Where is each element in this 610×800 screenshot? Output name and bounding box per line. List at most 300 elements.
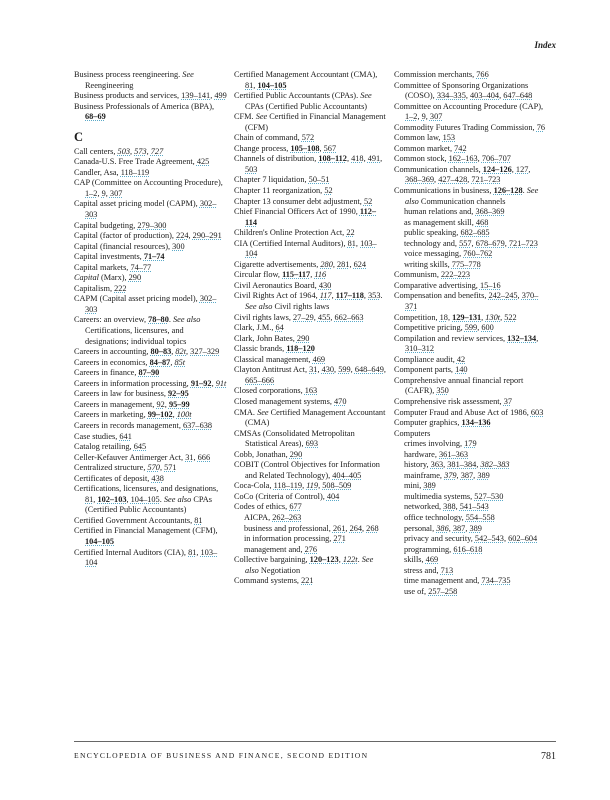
page-reference-link[interactable]: 120–123 bbox=[309, 555, 339, 565]
page-reference-link[interactable]: 310–312 bbox=[405, 344, 435, 354]
page-reference-link[interactable]: 624 bbox=[353, 259, 367, 269]
page-reference-link[interactable]: 91t bbox=[215, 378, 227, 388]
index-subentry bbox=[394, 239, 547, 250]
entry-text: Comprehensive risk assessment, bbox=[394, 396, 504, 406]
entry-text: Competition, bbox=[394, 312, 440, 322]
index-subentry bbox=[234, 545, 387, 556]
entry-text: , bbox=[383, 365, 386, 375]
page-reference-link[interactable]: 139–141 bbox=[181, 91, 211, 101]
entry-text: Committee on Accounting Procedure (CAP), bbox=[394, 101, 544, 111]
page-reference-link[interactable]: 104–105 bbox=[85, 536, 115, 546]
entry-text: as management skill, bbox=[404, 217, 476, 227]
page-reference-link[interactable]: 727 bbox=[150, 146, 164, 156]
page-reference-link[interactable]: 353 bbox=[368, 291, 381, 301]
entry-text: Classic brands, bbox=[234, 344, 287, 354]
page-reference-link[interactable]: 541–543 bbox=[459, 502, 489, 512]
page-reference-link[interactable]: 427–428 bbox=[438, 175, 468, 185]
entry-text: Business Professionals of America (BPA), bbox=[74, 101, 215, 111]
page-reference-link[interactable]: 648–649 bbox=[354, 365, 384, 375]
page-reference-link[interactable]: 350 bbox=[436, 386, 449, 396]
index-entry bbox=[234, 450, 387, 461]
entry-text: Business products and services, bbox=[74, 91, 182, 101]
page-reference-link[interactable]: 599 bbox=[464, 323, 478, 333]
page-reference-link[interactable]: 115–117 bbox=[282, 270, 311, 280]
index-entry bbox=[74, 410, 227, 421]
page-reference-link[interactable]: 81 bbox=[347, 238, 356, 248]
page-reference-link[interactable]: 760–762 bbox=[463, 249, 493, 259]
page-reference-link[interactable]: 430 bbox=[321, 365, 335, 375]
index-subentry bbox=[394, 576, 547, 587]
page-reference-link[interactable]: 542–543 bbox=[474, 534, 504, 544]
entry-text: Certifications, licensures, and designations, bbox=[74, 484, 219, 494]
entry-text: Careers in records management, bbox=[74, 420, 183, 430]
entry-text: , bbox=[302, 481, 307, 491]
entry-text: Compensation and benefits, bbox=[394, 291, 489, 301]
page-reference-link[interactable]: 27–29 bbox=[293, 312, 314, 322]
page-reference-link[interactable]: 268 bbox=[366, 523, 379, 533]
page-reference-link[interactable]: 179 bbox=[464, 439, 477, 449]
page-reference-link[interactable]: 290 bbox=[128, 273, 142, 283]
page-reference-link[interactable]: 302–303 bbox=[85, 294, 217, 314]
page-reference-link[interactable]: 71–74 bbox=[143, 252, 165, 262]
entry-text: , bbox=[380, 154, 383, 164]
page-reference-link[interactable]: 381–384 bbox=[447, 460, 477, 470]
entry-text: Common law, bbox=[394, 133, 443, 143]
entry-text: , bbox=[465, 523, 470, 533]
entry-text: Capital markets, bbox=[74, 262, 131, 272]
page-reference-link[interactable]: 224 bbox=[176, 231, 189, 241]
page-reference-link[interactable]: 92–95 bbox=[168, 389, 189, 399]
page-reference-link[interactable]: 290 bbox=[296, 333, 310, 343]
page-reference-link[interactable]: 126–128 bbox=[493, 186, 523, 196]
index-subentry bbox=[394, 481, 547, 492]
page-reference-link[interactable]: 76 bbox=[536, 122, 545, 132]
page-reference-link[interactable]: 280 bbox=[320, 259, 333, 269]
page-reference-link[interactable]: 363 bbox=[430, 460, 444, 470]
page-reference-link[interactable]: 122t bbox=[342, 555, 358, 565]
page-reference-link[interactable]: 257–258 bbox=[428, 586, 458, 596]
page-reference-link[interactable]: 665–666 bbox=[245, 375, 275, 385]
entry-text: Circular flow, bbox=[234, 270, 283, 280]
entry-text: Certificates of deposit, bbox=[74, 473, 152, 483]
page-reference-link[interactable]: 388 bbox=[443, 502, 456, 512]
page-reference-link[interactable]: 81 bbox=[188, 547, 197, 557]
page-reference-link[interactable]: 571 bbox=[164, 463, 177, 473]
entry-text: , bbox=[465, 91, 471, 101]
page-reference-link[interactable]: 68–69 bbox=[85, 112, 106, 122]
page-reference-link[interactable]: 104–105 bbox=[130, 494, 160, 504]
index-subentry bbox=[394, 207, 547, 218]
entry-text: Certified in Financial Management (CFM), bbox=[74, 526, 218, 536]
entry-text: Common stock, bbox=[394, 154, 449, 164]
index-entry bbox=[74, 516, 227, 527]
index-entry bbox=[74, 294, 227, 315]
page-reference-link[interactable]: 603 bbox=[530, 407, 544, 417]
page-reference-link[interactable]: 78–80 bbox=[148, 315, 169, 325]
entry-text: CFM. bbox=[234, 112, 256, 122]
index-entry bbox=[74, 242, 227, 253]
page-reference-link[interactable]: 334–335 bbox=[436, 91, 466, 101]
entry-text: , bbox=[473, 470, 478, 480]
index-entry bbox=[394, 429, 547, 440]
page-reference-link[interactable]: 31 bbox=[185, 452, 194, 462]
page-reference-link[interactable]: 682–685 bbox=[460, 228, 490, 238]
page-reference-link[interactable]: 153 bbox=[442, 133, 456, 143]
page-reference-link[interactable]: 92 bbox=[156, 399, 165, 409]
entry-text: , bbox=[97, 188, 102, 198]
entry-text: , bbox=[146, 146, 151, 156]
page-reference-link[interactable]: 112–114 bbox=[245, 207, 377, 227]
index-entry bbox=[394, 334, 547, 355]
page-reference-link[interactable]: 31 bbox=[309, 365, 318, 375]
entry-text: stress and, bbox=[404, 565, 441, 575]
page-reference-link[interactable]: 713 bbox=[440, 565, 454, 575]
entry-text: crimes involving, bbox=[404, 439, 465, 449]
page-reference-link[interactable]: 368–369 bbox=[475, 207, 505, 217]
page-reference-link[interactable]: 117 bbox=[319, 291, 332, 301]
page-reference-link[interactable]: 87–90 bbox=[138, 368, 160, 378]
page-reference-link[interactable]: 261 bbox=[332, 523, 346, 533]
page-reference-link[interactable]: 370–371 bbox=[405, 291, 539, 312]
entry-text: , bbox=[171, 347, 176, 357]
page-reference-link[interactable]: 1–2 bbox=[85, 188, 98, 198]
page-reference-link[interactable]: 503 bbox=[245, 164, 258, 174]
index-entry bbox=[234, 70, 387, 91]
page-reference-link[interactable]: 118–119 bbox=[120, 167, 150, 177]
entry-text: , bbox=[210, 91, 215, 101]
page-reference-link[interactable]: 554–558 bbox=[465, 512, 495, 522]
entry-text: Business process reengineering. bbox=[74, 70, 183, 79]
page-reference-link[interactable]: 599 bbox=[338, 365, 351, 375]
entry-text: , bbox=[528, 164, 531, 174]
page-reference-link[interactable]: 132–134 bbox=[507, 333, 537, 343]
page-reference-link[interactable]: 307 bbox=[109, 188, 123, 198]
index-entry bbox=[394, 270, 547, 281]
page-reference-link[interactable]: 22 bbox=[346, 228, 355, 238]
entry-text: Capitalism, bbox=[74, 283, 115, 293]
page-reference-link[interactable]: 52 bbox=[324, 186, 333, 196]
page-reference-link[interactable]: 721–723 bbox=[471, 175, 501, 185]
page-reference-link[interactable]: 302–303 bbox=[85, 199, 217, 220]
entry-text: Careers: an overview, bbox=[74, 315, 149, 325]
entry-text: Computer graphics, bbox=[394, 418, 462, 428]
index-entry bbox=[234, 492, 387, 503]
page-reference-link[interactable]: 734–735 bbox=[481, 576, 511, 586]
page-reference-link[interactable]: 134–136 bbox=[461, 418, 491, 428]
page-reference-link[interactable]: 117–118 bbox=[335, 291, 364, 301]
entry-text: management and, bbox=[244, 544, 305, 554]
page-reference-link[interactable]: 641 bbox=[119, 431, 132, 441]
page-reference-link[interactable]: 693 bbox=[305, 439, 319, 449]
page-reference-link[interactable]: 403–404 bbox=[470, 91, 500, 101]
entry-text: , bbox=[186, 347, 191, 357]
entry-text: See bbox=[360, 91, 372, 101]
page-reference-link[interactable]: 557 bbox=[459, 238, 472, 248]
page-reference-link[interactable]: 163 bbox=[304, 386, 318, 396]
page-reference-link[interactable]: 361–363 bbox=[439, 449, 469, 459]
page-reference-link[interactable]: 221 bbox=[301, 576, 314, 586]
entry-text: Canada-U.S. Free Trade Agreement, bbox=[74, 157, 197, 167]
entry-text: , bbox=[355, 238, 361, 248]
page-reference-link[interactable]: 276 bbox=[304, 544, 318, 554]
entry-text: Careers in economics, bbox=[74, 357, 150, 367]
entry-text: office technology, bbox=[404, 512, 466, 522]
page-reference-link[interactable]: 307 bbox=[429, 112, 443, 122]
index-entry bbox=[74, 273, 227, 284]
index-entry bbox=[74, 368, 227, 379]
page-reference-link[interactable]: 677 bbox=[289, 502, 302, 512]
page-reference-link[interactable]: 468 bbox=[475, 217, 489, 227]
page-reference-link[interactable]: 91–92 bbox=[190, 378, 212, 388]
entry-text: Candler, Asa, bbox=[74, 167, 121, 177]
page-reference-link[interactable]: 418 bbox=[351, 154, 364, 164]
entry-text: Certified Management Accountant (CMA), bbox=[234, 70, 378, 79]
index-entry bbox=[394, 70, 547, 81]
page-reference-link[interactable]: 389 bbox=[477, 470, 490, 480]
page-reference-link[interactable]: 404 bbox=[326, 491, 340, 501]
page-reference-link[interactable]: 104–105 bbox=[257, 80, 287, 90]
index-entry bbox=[234, 576, 387, 587]
page-reference-link[interactable]: 404–405 bbox=[332, 470, 362, 480]
page-reference-link[interactable]: 290–291 bbox=[192, 231, 222, 241]
page-reference-link[interactable]: 140 bbox=[455, 365, 468, 375]
entry-text: , bbox=[105, 188, 110, 198]
entry-text: Coca-Cola, bbox=[234, 481, 274, 491]
page-reference-link[interactable]: 616–618 bbox=[453, 544, 483, 554]
entry-text: See also bbox=[245, 302, 273, 312]
page-reference-link[interactable]: 527–530 bbox=[474, 491, 504, 501]
page-reference-link[interactable]: 1–2 bbox=[405, 112, 418, 122]
page-reference-link[interactable]: 389 bbox=[423, 481, 436, 491]
entry-text: Certified Internal Auditors (CIA), bbox=[74, 547, 189, 557]
page-reference-link[interactable]: 81 bbox=[245, 80, 254, 90]
entry-text: , bbox=[499, 91, 504, 101]
entry-text: Communication channels bbox=[418, 196, 506, 206]
page-reference-link[interactable]: 469 bbox=[312, 354, 326, 364]
index-entry bbox=[234, 133, 387, 144]
page-reference-link[interactable]: 130t bbox=[485, 312, 501, 322]
index-subentry bbox=[394, 218, 547, 229]
page-reference-link[interactable]: 15–16 bbox=[479, 280, 501, 290]
page-reference-link[interactable]: 775–778 bbox=[451, 259, 481, 269]
page-reference-link[interactable]: 84–87 bbox=[149, 357, 171, 367]
page-reference-link[interactable]: 600 bbox=[481, 323, 494, 333]
page-reference-link[interactable]: 100t bbox=[176, 410, 192, 420]
page-reference-link[interactable]: 499 bbox=[214, 91, 227, 101]
page-reference-link[interactable]: 262–263 bbox=[272, 512, 302, 522]
page-reference-link[interactable]: 327–329 bbox=[190, 347, 220, 357]
entry-text: Civil rights laws bbox=[272, 302, 330, 312]
index-entry bbox=[74, 474, 227, 485]
entry-text: , bbox=[456, 470, 461, 480]
page-reference-link[interactable]: 18 bbox=[439, 312, 448, 322]
page-reference-link[interactable]: 52 bbox=[363, 196, 373, 206]
entry-text: programming, bbox=[404, 544, 454, 554]
page-reference-link[interactable]: 42 bbox=[456, 354, 466, 364]
page-reference-link[interactable]: 637–638 bbox=[182, 420, 213, 430]
index-entry bbox=[234, 91, 387, 112]
entry-text: Capital asset pricing model (CAPM), bbox=[74, 199, 200, 209]
page-reference-link[interactable]: 37 bbox=[503, 396, 512, 406]
entry-text: Reengineering bbox=[85, 80, 134, 90]
page-reference-link[interactable]: 742 bbox=[454, 143, 467, 153]
page-reference-link[interactable]: 116 bbox=[314, 270, 327, 280]
page-reference-link[interactable]: 222–223 bbox=[441, 270, 471, 280]
index-entry bbox=[394, 281, 547, 292]
page-reference-link[interactable]: 290 bbox=[289, 449, 303, 459]
page-reference-link[interactable]: 766 bbox=[476, 70, 489, 79]
page-reference-link[interactable]: 281 bbox=[337, 259, 350, 269]
page-reference-link[interactable]: 103–104 bbox=[245, 238, 377, 259]
page-reference-link[interactable]: 74–77 bbox=[130, 262, 152, 272]
entry-text: voice messaging, bbox=[404, 249, 464, 259]
page-reference-link[interactable]: 124–126 bbox=[482, 164, 512, 174]
page-reference-link[interactable]: 567 bbox=[323, 143, 337, 153]
page-reference-link[interactable]: 95–99 bbox=[168, 399, 190, 409]
entry-text: , bbox=[434, 175, 439, 185]
page-reference-link[interactable]: 105–108 bbox=[290, 143, 320, 153]
page-reference-link[interactable]: 721–723 bbox=[508, 238, 538, 248]
page-reference-link[interactable]: 503 bbox=[117, 146, 130, 156]
entry-text: Civil rights laws, bbox=[234, 312, 294, 322]
index-entry bbox=[74, 263, 227, 274]
entry-text: history, bbox=[404, 460, 431, 470]
page-reference-link[interactable]: 118–119 bbox=[273, 481, 303, 491]
page-reference-link[interactable]: 386 bbox=[436, 523, 449, 533]
entry-text: , bbox=[319, 143, 324, 153]
index-subentry bbox=[394, 249, 547, 260]
page-reference-link[interactable]: 430 bbox=[318, 280, 332, 290]
page-reference-link[interactable]: 222 bbox=[114, 283, 127, 293]
page-reference-link[interactable]: 508–509 bbox=[322, 481, 352, 491]
entry-text: , bbox=[536, 333, 539, 343]
index-entry bbox=[74, 178, 227, 199]
page-reference-link[interactable]: 9 bbox=[421, 112, 426, 122]
page-reference-link[interactable]: 108–112 bbox=[318, 154, 347, 164]
page-reference-link[interactable]: 279–300 bbox=[137, 220, 167, 230]
page-reference-link[interactable]: 129–131 bbox=[452, 312, 482, 322]
page-reference-link[interactable]: 522 bbox=[504, 312, 517, 322]
page-reference-link[interactable]: 368–369 bbox=[405, 175, 435, 185]
page-reference-link[interactable]: 389 bbox=[469, 523, 482, 533]
page-reference-link[interactable]: 271 bbox=[333, 534, 346, 544]
entry-text: Clark, J.M., bbox=[234, 323, 276, 333]
index-entry bbox=[74, 400, 227, 411]
page-reference-link[interactable]: 570 bbox=[147, 463, 160, 473]
page-reference-link[interactable]: 80–83 bbox=[150, 347, 172, 357]
footer-book-title: ENCYCLOPEDIA OF BUSINESS AND FINANCE, SECOND EDITION bbox=[74, 751, 369, 760]
entry-text: Cobb, Jonathan, bbox=[234, 449, 290, 459]
page-reference-link[interactable]: 438 bbox=[151, 473, 164, 483]
entry-text: , bbox=[349, 259, 354, 269]
entry-text: Certified Government Accountants, bbox=[74, 515, 195, 525]
page-reference-link[interactable]: 379 bbox=[444, 470, 457, 480]
entry-text: Catalog retailing, bbox=[74, 442, 134, 452]
entry-text: Careers in finance, bbox=[74, 368, 139, 378]
index-entry bbox=[234, 186, 387, 197]
entry-text: CMA. bbox=[234, 407, 258, 417]
page-reference-link[interactable]: 666 bbox=[197, 452, 211, 462]
index-entry bbox=[234, 502, 387, 513]
page-reference-link[interactable]: 706–707 bbox=[481, 154, 511, 164]
entry-text: AICPA, bbox=[244, 512, 273, 522]
page-reference-link[interactable]: 119 bbox=[306, 481, 319, 491]
index-entry bbox=[394, 291, 547, 312]
page-reference-link[interactable]: 678–679 bbox=[475, 238, 505, 248]
entry-text: technology and, bbox=[404, 238, 460, 248]
entry-text: . bbox=[522, 186, 527, 196]
page-reference-link[interactable]: 264 bbox=[349, 523, 363, 533]
entry-text: Chapter 11 reorganization, bbox=[234, 186, 325, 196]
entry-text: use of, bbox=[404, 586, 429, 596]
page-reference-link[interactable]: 118–120 bbox=[286, 344, 315, 354]
page-reference-link[interactable]: 50–51 bbox=[308, 175, 330, 185]
page-reference-link[interactable]: 645 bbox=[133, 442, 147, 452]
entry-text: Chain of command, bbox=[234, 133, 302, 143]
page-reference-link[interactable]: 470 bbox=[334, 396, 347, 406]
page-reference-link[interactable]: 647–648 bbox=[503, 91, 533, 101]
entry-text: Civil Rights Act of 1964, bbox=[234, 291, 320, 301]
page-reference-link[interactable]: 573 bbox=[134, 146, 147, 156]
entry-text: , bbox=[172, 410, 177, 420]
page-reference-link[interactable]: 103–104 bbox=[85, 547, 218, 568]
page-reference-link[interactable]: 81 bbox=[85, 494, 94, 504]
entry-text: Chapter 13 consumer debt adjustment, bbox=[234, 196, 364, 206]
page-reference-link[interactable]: 602–604 bbox=[508, 534, 538, 544]
index-entry bbox=[394, 154, 547, 165]
page-reference-link[interactable]: 425 bbox=[196, 157, 210, 167]
page-reference-link[interactable]: 127 bbox=[515, 164, 529, 174]
page-reference-link[interactable]: 387 bbox=[452, 523, 466, 533]
page-reference-link[interactable]: 81 bbox=[194, 515, 203, 525]
index-entry bbox=[74, 442, 227, 453]
index-entry bbox=[234, 281, 387, 292]
index-entry bbox=[74, 347, 227, 358]
page-reference-link[interactable]: 242–245 bbox=[488, 291, 518, 301]
entry-text: , bbox=[345, 523, 350, 533]
entry-text: Certifications, licensures, and designations; individual topics bbox=[85, 326, 187, 346]
index-entry bbox=[234, 154, 387, 175]
entry-text: Celler-Kefauver Antimerger Act, bbox=[74, 452, 186, 462]
index-entry bbox=[74, 199, 227, 220]
page-reference-link[interactable]: 455 bbox=[317, 312, 331, 322]
page-reference-link[interactable]: 662–663 bbox=[334, 312, 364, 322]
index-subentry bbox=[394, 587, 547, 598]
entry-text: , bbox=[504, 238, 509, 248]
page-reference-link[interactable]: 469 bbox=[425, 555, 439, 565]
page-reference-link[interactable]: 102–103 bbox=[97, 494, 127, 504]
page-reference-link[interactable]: 572 bbox=[301, 133, 315, 143]
entry-text: . bbox=[159, 494, 164, 504]
page-reference-link[interactable]: 85t bbox=[174, 357, 186, 367]
index-entry bbox=[234, 355, 387, 366]
page-reference-link[interactable]: 491 bbox=[367, 154, 381, 164]
page-reference-link[interactable]: 82t bbox=[175, 347, 187, 357]
entry-text: , bbox=[331, 291, 336, 301]
page-reference-link[interactable]: 162–163 bbox=[448, 154, 478, 164]
page-reference-link[interactable]: 9 bbox=[101, 188, 106, 198]
page-reference-link[interactable]: 382–383 bbox=[480, 460, 510, 470]
entry-text: in information processing, bbox=[244, 534, 334, 544]
page-reference-link[interactable]: 99–102 bbox=[147, 410, 173, 420]
entry-text: , bbox=[363, 154, 368, 164]
index-entry bbox=[234, 144, 387, 155]
page-reference-link[interactable]: 64 bbox=[275, 323, 284, 333]
index-columns bbox=[74, 70, 554, 597]
page-reference-link[interactable]: 300 bbox=[172, 241, 185, 251]
entry-text: , bbox=[334, 365, 339, 375]
page-reference-link[interactable]: 387 bbox=[460, 470, 474, 480]
